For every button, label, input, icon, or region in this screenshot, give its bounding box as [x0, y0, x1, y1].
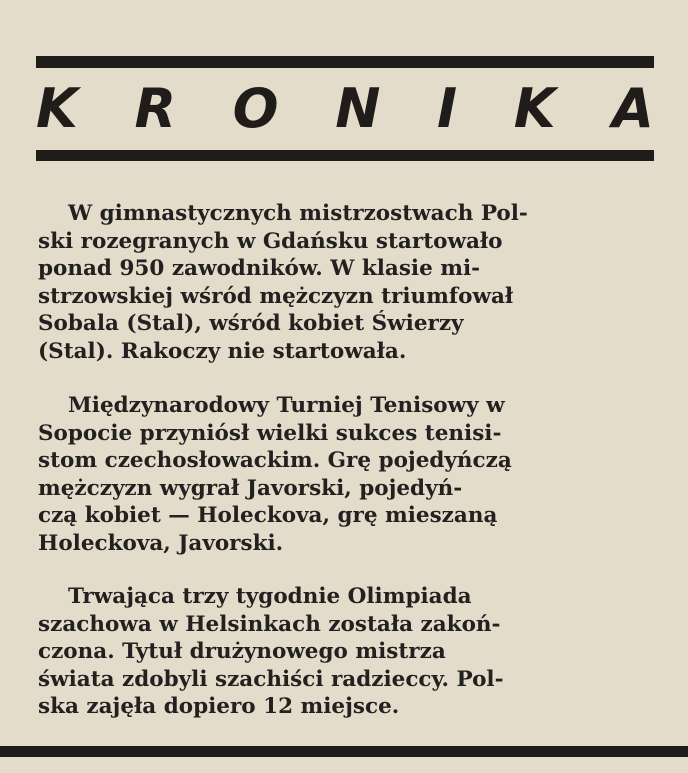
article-line: Sobala (Stal), wśród kobiet Świerzy — [38, 311, 464, 336]
masthead-title — [36, 78, 654, 140]
masthead-letter: I — [437, 77, 458, 140]
article-gymnastics — [38, 200, 654, 365]
article-line: ska zajęła dopiero 12 miejsce. — [38, 694, 400, 719]
article-line: czą kobiet — Holeckova, grę mieszaną — [38, 503, 498, 528]
article-line: Sopocie przyniósł wielki sukces tenisi- — [38, 420, 502, 446]
article-tennis — [38, 392, 654, 557]
article-line: Międzynarodowy Turniej Tenisowy w — [68, 393, 505, 418]
article-line: W gimnastycznych mistrzostwach Pol- — [68, 201, 528, 226]
masthead-underline-rule — [36, 150, 654, 161]
article-line: Holeckova, Javorski. — [38, 530, 284, 556]
masthead-letter: A — [612, 77, 654, 140]
masthead-letter: N — [335, 77, 381, 140]
article-line: mężczyzn wygrał Javorski, pojedyń- — [38, 475, 463, 501]
bottom-rule — [0, 746, 688, 757]
masthead-letter: K — [513, 77, 556, 140]
article-chess — [38, 583, 654, 721]
article-line: strzowskiej wśród mężczyzn triumfował — [38, 283, 514, 309]
article-line: ski rozegranych w Gdańsku startowało — [38, 228, 503, 254]
article-line: świata zdobyli szachiści radzieccy. Pol- — [38, 666, 504, 692]
article-line: Trwająca trzy tygodnie Olimpiada — [68, 584, 472, 609]
masthead-letter: K — [36, 77, 78, 140]
masthead-letter: O — [232, 77, 279, 140]
article-line: czona. Tytuł drużynowego mistrza — [38, 639, 446, 664]
article-line: stom czechosłowackim. Grę pojedyńczą — [38, 448, 512, 473]
article-line: szachowa w Helsinkach została zakoń- — [38, 611, 501, 637]
top-rule — [36, 56, 654, 68]
masthead-letter: R — [134, 77, 177, 140]
article-line: (Stal). Rakoczy nie startowała. — [38, 338, 407, 364]
article-line: ponad 950 zawodników. W klasie mi- — [38, 256, 481, 281]
